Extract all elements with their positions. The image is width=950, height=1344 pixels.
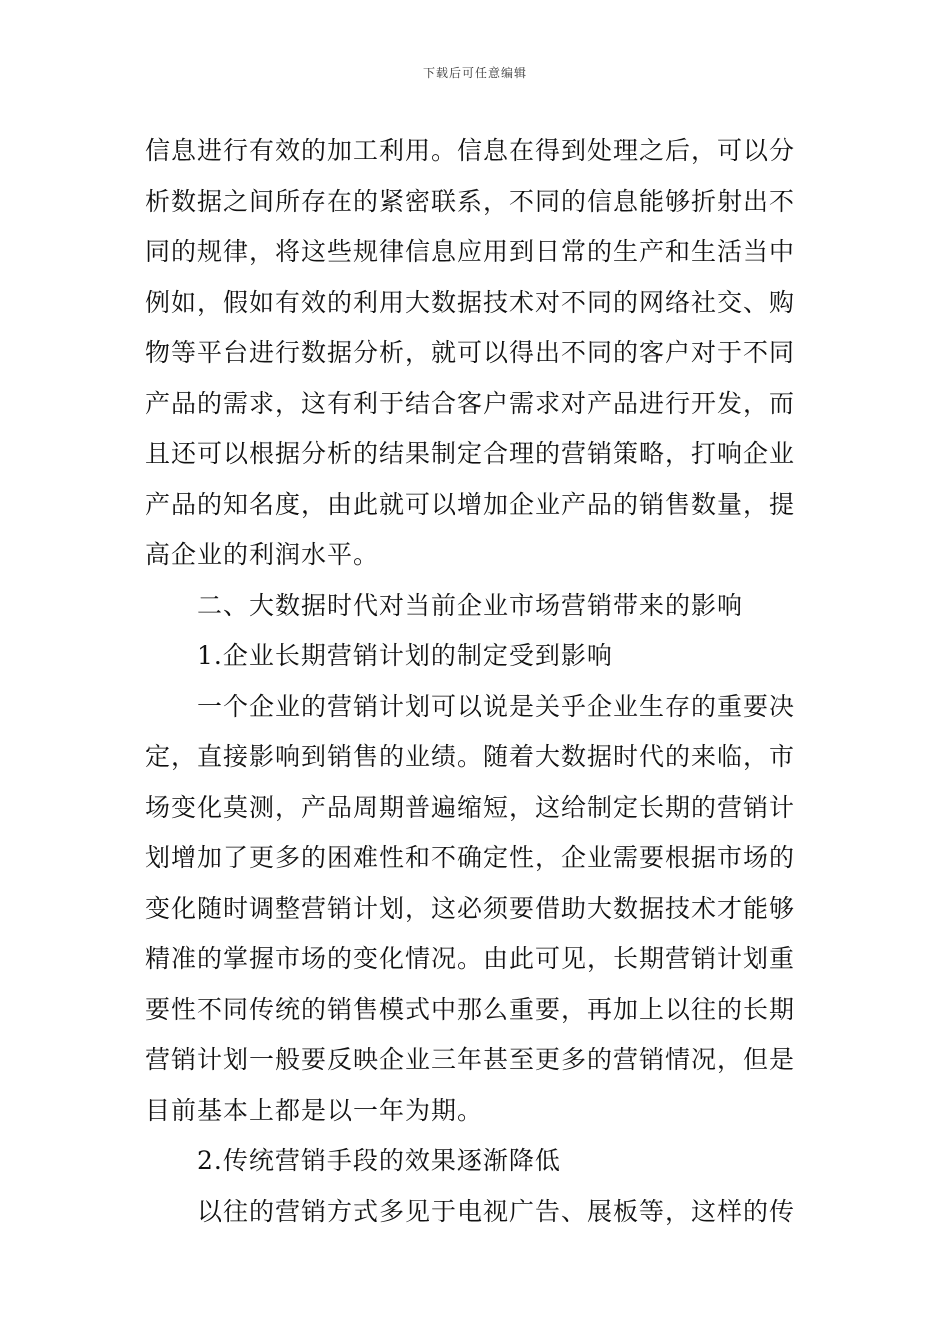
text-line: 定，直接影响到销售的业绩。随着大数据时代的来临，市 bbox=[145, 742, 796, 771]
text-line: 产品的知名度，由此就可以增加企业产品的销售数量，提 bbox=[145, 489, 796, 519]
text-line: 目前基本上都是以一年为期。 bbox=[145, 1095, 484, 1125]
text-line: 划增加了更多的困难性和不确定性，企业需要根据市场的 bbox=[145, 843, 796, 872]
body-text bbox=[145, 126, 809, 1237]
text-line: 以往的营销方式多见于电视广告、展板等，这样的传 bbox=[197, 1196, 796, 1226]
text-line: 且还可以根据分析的结果制定合理的营销策略，打响企业 bbox=[145, 439, 796, 468]
text-line: 析数据之间所存在的紧密联系，不同的信息能够折射出不 bbox=[145, 186, 796, 216]
text-line: 一个企业的营销计划可以说是关乎企业生存的重要决 bbox=[197, 691, 796, 721]
text-line: 例如，假如有效的利用大数据技术对不同的网络社交、购 bbox=[145, 287, 796, 317]
text-line: 精准的掌握市场的变化情况。由此可见，长期营销计划重 bbox=[145, 944, 796, 973]
text-line: 信息进行有效的加工利用。信息在得到处理之后，可以分 bbox=[145, 136, 796, 165]
text-line: 要性不同传统的销售模式中那么重要，再加上以往的长期 bbox=[145, 994, 796, 1024]
text-line: 物等平台进行数据分析，就可以得出不同的客户对于不同 bbox=[145, 338, 796, 367]
text-line: 营销计划一般要反映企业三年甚至更多的营销情况，但是 bbox=[145, 1045, 796, 1074]
text-line: 产品的需求，这有利于结合客户需求对产品进行开发，而 bbox=[145, 388, 796, 418]
text-line: 同的规律，将这些规律信息应用到日常的生产和生活当中 bbox=[145, 237, 796, 266]
subsection-heading: 2.传统营销手段的效果逐渐降低 bbox=[197, 1146, 561, 1175]
text-line: 变化随时调整营销计划，这必须要借助大数据技术才能够 bbox=[145, 893, 796, 923]
text-line: 高企业的利润水平。 bbox=[145, 540, 380, 569]
text-line: 场变化莫测，产品周期普遍缩短，这给制定长期的营销计 bbox=[145, 792, 796, 822]
section-heading: 二、大数据时代对当前企业市场营销带来的影响 bbox=[197, 590, 744, 620]
page-header: 下载后可任意编辑 bbox=[422, 66, 527, 80]
subsection-heading: 1.企业长期营销计划的制定受到影响 bbox=[197, 641, 613, 670]
